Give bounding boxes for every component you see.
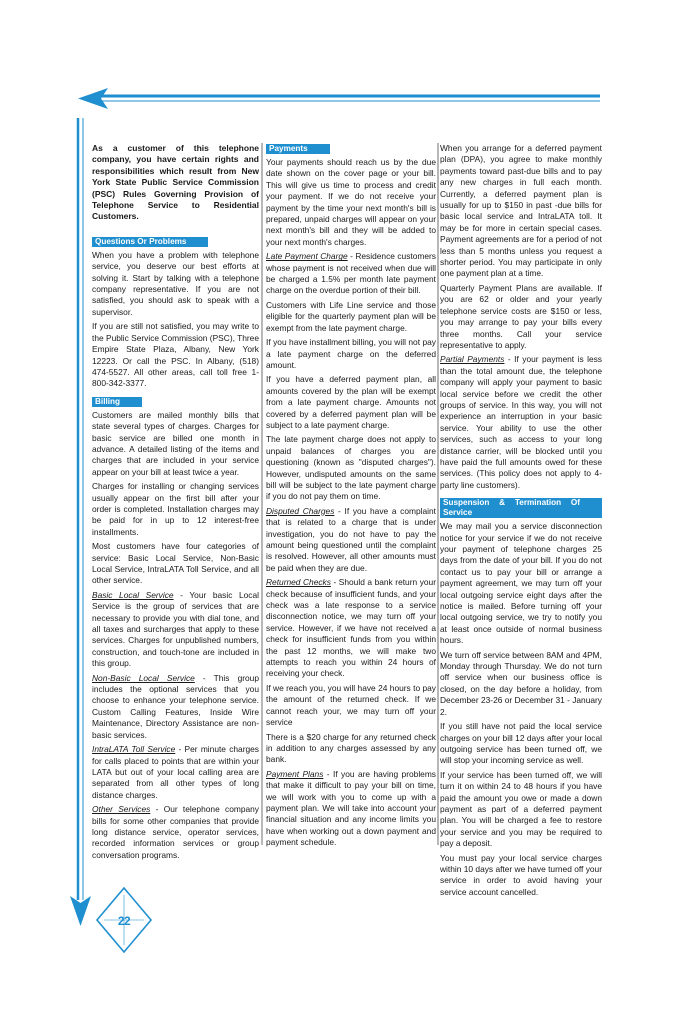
paragraph: If you have installment billing, you will not pay a late payment charge on the deferred amount.: [266, 337, 436, 370]
paragraph: Customers are mailed monthly bills that state several types of charges. Charges for basic service are billed one month in advance. A detailed listing of the items and charges that are included in your service appear on your bill at least twice a year.: [92, 409, 259, 477]
term-text: - If your payment is less than the total amount due, the telephone company will apply your payment to basic local service before we credit the other groups of service. In this way, you will not experience an interruption in your basic service. Your ability to use the other services, such as access to your long distance carrier, will be blocked until you have paid the full amounts owed for these services. (This policy does not apply to 4-party line customers).: [440, 354, 602, 490]
definition-partial-payments: [440, 354, 602, 491]
term-label: Other Services: [92, 804, 151, 815]
paragraph: When you have a problem with telephone service, you deserve our best efforts at solving it. Start by talking with a telephone company representative. If you are not satisfied, you should ask to speak with a supervisor.: [92, 249, 259, 317]
paragraph: Your payments should reach us by the due date shown on the cover page or your bill. This will give us time to process and credit your payment. If we do not receive your payment by the time your next month's bill is prepared, unpaid charges will appear on your next month's bill and they will be added to your next month's charges.: [266, 157, 436, 247]
paragraph: We turn off service between 8AM and 4PM, Monday through Thursday. We do not turn off service when our business office is closed, on the day before a holiday, from December 23-26 or December 31 - January 2.: [440, 649, 602, 717]
definition-disputed-charges: [266, 506, 436, 574]
section-header-questions: Questions Or Problems: [92, 237, 208, 247]
term-text: - Should a bank return your check because of insufficient funds, and your check was a late response to a service disconnection notice, we may turn off your service. However, if we have not received a check for insufficient funds from you within the past 12 months, we will make two attempts to reach you within 24 hours of receiving your check.: [266, 577, 436, 679]
term-text: - Our telephone company bills for some other companies that provide long distance service, operator services, recorded information services or group conversation programs.: [92, 804, 259, 860]
intro-paragraph: As a customer of this telephone company, you have certain rights and responsibilities which result from New York State Public Service Commission (PSC) Rules Governing Provision of Telephone Service to Residential Customers.: [92, 143, 259, 222]
term-label: Non-Basic Local Service: [92, 672, 195, 683]
term-text: - Residence customers whose payment is not received when due will be charged a 1.5% per month late payment charge on the overdue portion of their bill.: [266, 251, 436, 296]
paragraph: There is a $20 charge for any returned check in addition to any charges assessed by any bank.: [266, 731, 436, 765]
definition-late-payment-charge: [266, 251, 436, 297]
paragraph: If we reach you, you will have 24 hours to pay the amount of the returned check. If we cannot reach your, we may turn off your service: [266, 682, 436, 728]
section-header-suspension: Suspension & Termination Of Service: [440, 498, 602, 518]
term-label: IntraLATA Toll Service: [92, 744, 176, 755]
term-label: Basic Local Service: [92, 589, 174, 600]
definition-returned-checks: [266, 577, 436, 680]
definition-intralata-toll-service: [92, 744, 259, 801]
left-arrow: [70, 118, 91, 926]
definition-basic-local-service: [92, 590, 259, 670]
top-arrow: [78, 88, 600, 109]
definition-other-services: [92, 804, 259, 861]
paragraph: The late payment charge does not apply to unpaid balances of charges you are questioning (known as "disputed charges"). However, undisputed amounts on the same bill will be subject to the late payment charge if you do not pay them on time.: [266, 434, 436, 502]
term-label: Payment Plans: [266, 768, 324, 779]
definition-payment-plans: [266, 769, 436, 849]
term-text: - If you have a complaint that is related to a charge that is under investigation, you do not have to pay the amount being questioned until the complaint is resolved. However, all other amounts must be paid when they are due.: [266, 505, 436, 573]
paragraph: If you have a deferred payment plan, all amounts covered by the plan will be exempt from a late payment charge. Amounts not covered by a deferred payment plan will be subject to a late payment charge.: [266, 374, 436, 430]
term-text: - Your basic Local Service is the group of services that are necessary to provide you with dial tone, and all taxes and surcharges that apply to these services. Charges for unpublished numbers, construction, and touch-tone are included in this group.: [92, 589, 259, 669]
column-middle: [266, 143, 436, 852]
paragraph: When you arrange for a deferred payment plan (DPA), you agree to make monthly payments toward past-due bills and to pay any new charges in full each month. Currently, a deferred payment plan is usually for up to $150 in past -due bills for basic local service and IntraLATA toll. It may be for more in certain special cases. Payment agreements are for a period of not less than 5 months unless you request a shorter period. You may participate in only one payment plan at a time.: [440, 143, 603, 279]
term-text: - This group includes the optional services that you choose to enhance your telephone service. Custom Calling Features, Inside Wire Maintenance, Directory Assistance are non-basic services.: [92, 672, 259, 740]
paragraph: Quarterly Payment Plans are available. If you are 62 or older and your yearly telephone service costs are $150 or less, you may arrange to pay your bills every three months. Call your service representative to apply.: [440, 282, 602, 350]
page-number: 22: [117, 914, 131, 928]
paragraph: Most customers have four categories of service: Basic Local Service, Non-Basic Local Service, IntraLATA Toll Service, and all other service.: [92, 541, 259, 586]
paragraph: You must pay your local service charges within 10 days after we have turned off your service in order to avoid having your service account cancelled.: [440, 852, 602, 897]
term-text: - Per minute charges for calls placed to points that are within your LATA but out of your local calling area are separated from all other types of long distance charges.: [92, 744, 259, 800]
term-label: Partial Payments: [440, 354, 505, 365]
definition-non-basic-local-service: [92, 673, 259, 741]
term-label: Returned Checks: [266, 577, 331, 588]
term-label: Disputed Charges: [266, 505, 335, 516]
paragraph: If you still have not paid the local service charges on your bill 12 days after your local outgoing service has been turned off, we will stop your incoming service as well.: [440, 721, 602, 766]
paragraph: We may mail you a service disconnection notice for your service if we do not receive your payment of telephone charges 25 days from the date of your bill. If you do not contact us to pay your bill or arrange a payment agreement, we may turn off your local outgoing service eight days after the notice is mailed. Before turning off your local outgoing service, we try to notify you at least once outside of normal business hours.: [440, 521, 602, 646]
column-left: [92, 143, 259, 864]
section-header-billing: Billing: [92, 397, 142, 407]
paragraph: If your service has been turned off, we will turn it on within 24 to 48 hours if you have paid the amount you owe or made a down payment as part of a deferred payment plan. You will be charged a fee to restore your service and you may be required to pay a deposit.: [440, 769, 602, 849]
paragraph: If you are still not satisfied, you may write to the Public Service Commission (PSC), Three Empire State Plaza, Albany, New York 12223. Or call the PSC. In Albany, (518) 474-5527. All other areas, call toll free 1-800-342-3377.: [92, 321, 259, 389]
column-right: [440, 143, 602, 901]
term-label: Late Payment Charge: [266, 251, 348, 262]
paragraph: Customers with Life Line service and those eligible for the quarterly payment plan will be exempt from the late payment charge.: [266, 299, 436, 333]
term-text: - If you are having problems that make it difficult to pay your bill on time, we will work with you to come up with a payment plan. We will take into account your financial situation and any income limits you have when working out a down payment and payment schedule.: [266, 768, 436, 848]
section-header-payments: Payments: [266, 144, 330, 154]
paragraph: Charges for installing or changing services usually appear on the first bill after your order is completed. Installation charges may be paid for in up to 12 interest-free installments.: [92, 481, 259, 537]
